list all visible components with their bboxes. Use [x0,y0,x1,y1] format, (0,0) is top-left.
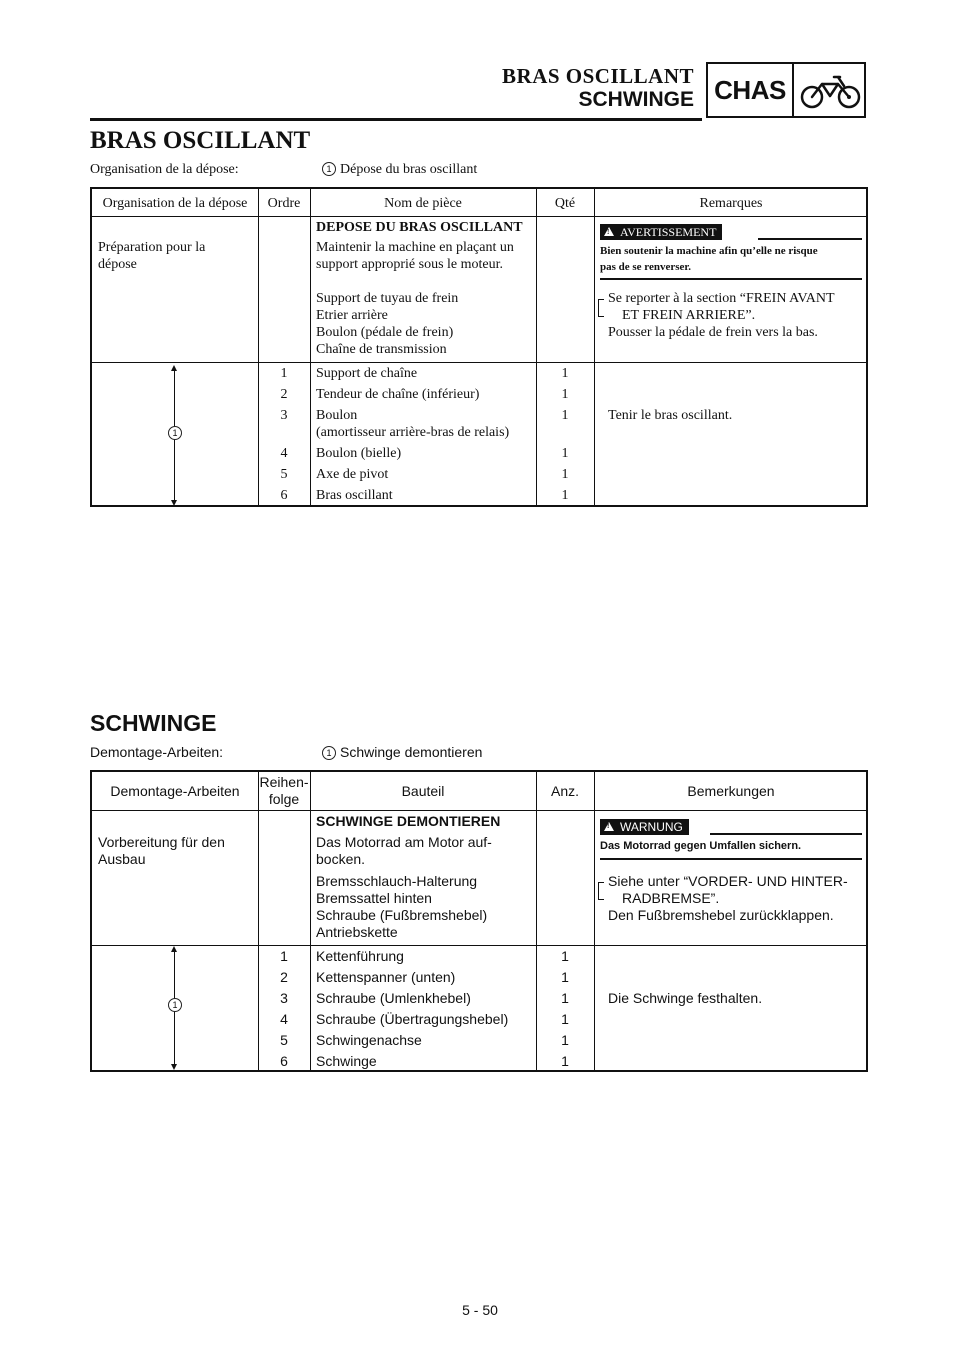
group-circle: 1 [168,998,182,1012]
col-header: Qté [554,196,576,211]
chas-badge-divider [792,64,794,116]
warning-text: Bien soutenir la machine afin qu’elle ne risque [600,245,818,257]
row-order: 4 [280,446,288,461]
warning-text: pas de se renverser. [600,261,692,273]
prep-item: Antriebskette [316,924,398,940]
prep-item: Boulon (pédale de frein) [316,325,454,340]
col-header: Nom de pièce [384,196,462,211]
warning-badge [600,819,689,835]
row-part: Boulon (bielle) [316,446,402,461]
row-qty: 1 [561,467,569,482]
col-header: Organisation de la dépose [102,196,248,211]
prep-item: Bremsschlauch-Halterung [316,873,478,889]
table-fr [90,187,868,507]
org-value-fr [322,162,477,178]
header-title-fr: BRAS OSCILLANT [502,64,694,88]
prep-label: dépose [98,257,137,272]
circle-number: 1 [322,162,336,176]
prep-heading: SCHWINGE DEMONTIEREN [316,813,501,829]
row-order: 5 [280,467,288,482]
col-divider [310,189,311,505]
col-divider [310,772,311,1070]
prep-item: support approprié sous le moteur. [316,257,504,272]
warning-rule-top [758,238,862,240]
row-order: 3 [280,408,288,423]
prep-label: Préparation pour la [98,240,206,255]
row-qty: 1 [561,387,569,402]
arrow-up-icon [171,365,177,371]
row-qty: 1 [561,990,569,1006]
row-part: Schwingenachse [316,1032,422,1048]
org-value-de [322,744,482,760]
group-divider [92,945,866,946]
prep-item: Schraube (Fußbremshebel) [316,907,488,923]
col-divider [594,189,595,505]
col-header: Anz. [550,783,579,799]
prep-item: Das Motorrad am Motor auf- [316,834,492,850]
row-part: Schraube (Umlenkhebel) [316,990,471,1006]
org-value-text: Dépose du bras oscillant [340,162,478,177]
row-order: 1 [280,366,288,381]
row-part: Kettenspanner (unten) [316,969,456,985]
row-order: 6 [280,488,288,503]
warning-text: Das Motorrad gegen Umfallen sichern. [600,840,802,852]
warning-triangle-icon [604,227,614,236]
row-part: Kettenführung [316,948,404,964]
col-header: Reihen- [259,774,309,790]
col-header: Demontage-Arbeiten [110,783,240,799]
org-value-text: Schwinge demontieren [340,744,483,760]
group-remark: Die Schwinge festhalten. [608,990,763,1006]
row-qty: 1 [561,1053,569,1069]
warning-label: WARNUNG [620,820,683,834]
remark-ref: ET FREIN ARRIERE”. [622,308,756,323]
row-qty: 1 [561,446,569,461]
prep-item: Etrier arrière [316,308,388,323]
row-order: 1 [280,948,288,964]
row-part: Support de chaîne [316,366,418,381]
arrow-up-icon [171,946,177,952]
header-divider [92,216,866,217]
row-order: 2 [280,969,288,985]
page-number: 5 - 50 [462,1302,498,1318]
remark-ref: RADBREMSE”. [622,890,720,906]
org-label-de: Demontage-Arbeiten: [90,744,224,760]
remark-pedal: Den Fußbremshebel zurückklappen. [608,907,834,923]
prep-item: Maintenir la machine en plaçant un [316,240,514,255]
prep-item: Chaîne de transmission [316,342,447,357]
section-title-de: SCHWINGE [90,710,217,736]
chas-badge-label: CHAS [714,75,786,105]
row-part: Bras oscillant [316,488,393,503]
row-order: 4 [280,1011,288,1027]
remark-bracket [598,299,604,317]
row-order: 3 [280,990,288,1006]
row-part: Boulon [316,408,358,423]
prep-item: Bremssattel hinten [316,890,432,906]
warning-rule-bottom [600,858,862,860]
row-qty: 1 [561,1011,569,1027]
col-header: Bemerkungen [687,783,775,799]
row-order: 5 [280,1032,288,1048]
prep-heading: DEPOSE DU BRAS OSCILLANT [316,220,523,235]
remark-bracket [598,882,604,900]
remark-ref: Se reporter à la section “FREIN AVANT [608,291,835,306]
warning-triangle-icon [604,822,614,831]
row-part: Axe de pivot [316,467,389,482]
prep-item: Support de tuyau de frein [316,291,459,306]
motorcycle-icon [800,72,862,110]
col-header: Bauteil [401,783,445,799]
row-part: Tendeur de chaîne (inférieur) [316,387,480,402]
warning-badge [600,224,722,240]
table-de [90,770,868,1072]
row-part-detail: (amortisseur arrière-bras de relais) [316,425,510,440]
header-divider [92,810,866,811]
col-header: Remarques [699,196,763,211]
row-part: Schraube (Übertragungshebel) [316,1011,509,1027]
header-title-de: SCHWINGE [578,88,694,111]
group-remark: Tenir le bras oscillant. [608,408,733,423]
col-divider [594,772,595,1070]
row-qty: 1 [561,488,569,503]
row-qty: 1 [561,366,569,381]
group-divider [92,362,866,363]
arrow-down-icon [171,1064,177,1070]
section-title-fr: BRAS OSCILLANT [90,127,311,154]
row-qty: 1 [561,948,569,964]
row-part: Schwinge [316,1053,377,1069]
org-label-fr: Organisation de la dépose: [90,162,239,177]
prep-label: Vorbereitung für den [98,834,225,850]
prep-label: Ausbau [98,851,146,867]
row-qty: 1 [561,969,569,985]
warning-rule-top [710,833,862,835]
remark-pedal: Pousser la pédale de frein vers la bas. [608,325,818,340]
circle-number: 1 [322,746,336,760]
header-rule [90,118,702,121]
row-qty: 1 [561,1032,569,1048]
warning-rule-bottom [600,278,862,280]
row-qty: 1 [561,408,569,423]
col-header: folge [268,791,300,807]
group-circle: 1 [168,426,182,440]
row-order: 6 [280,1053,288,1069]
col-header: Ordre [267,196,301,211]
row-order: 2 [280,387,288,402]
prep-item: bocken. [316,851,366,867]
arrow-down-icon [171,500,177,506]
remark-ref: Siehe unter “VORDER- UND HINTER- [608,873,848,889]
warning-label: AVERTISSEMENT [620,225,717,239]
chas-badge [706,62,866,118]
